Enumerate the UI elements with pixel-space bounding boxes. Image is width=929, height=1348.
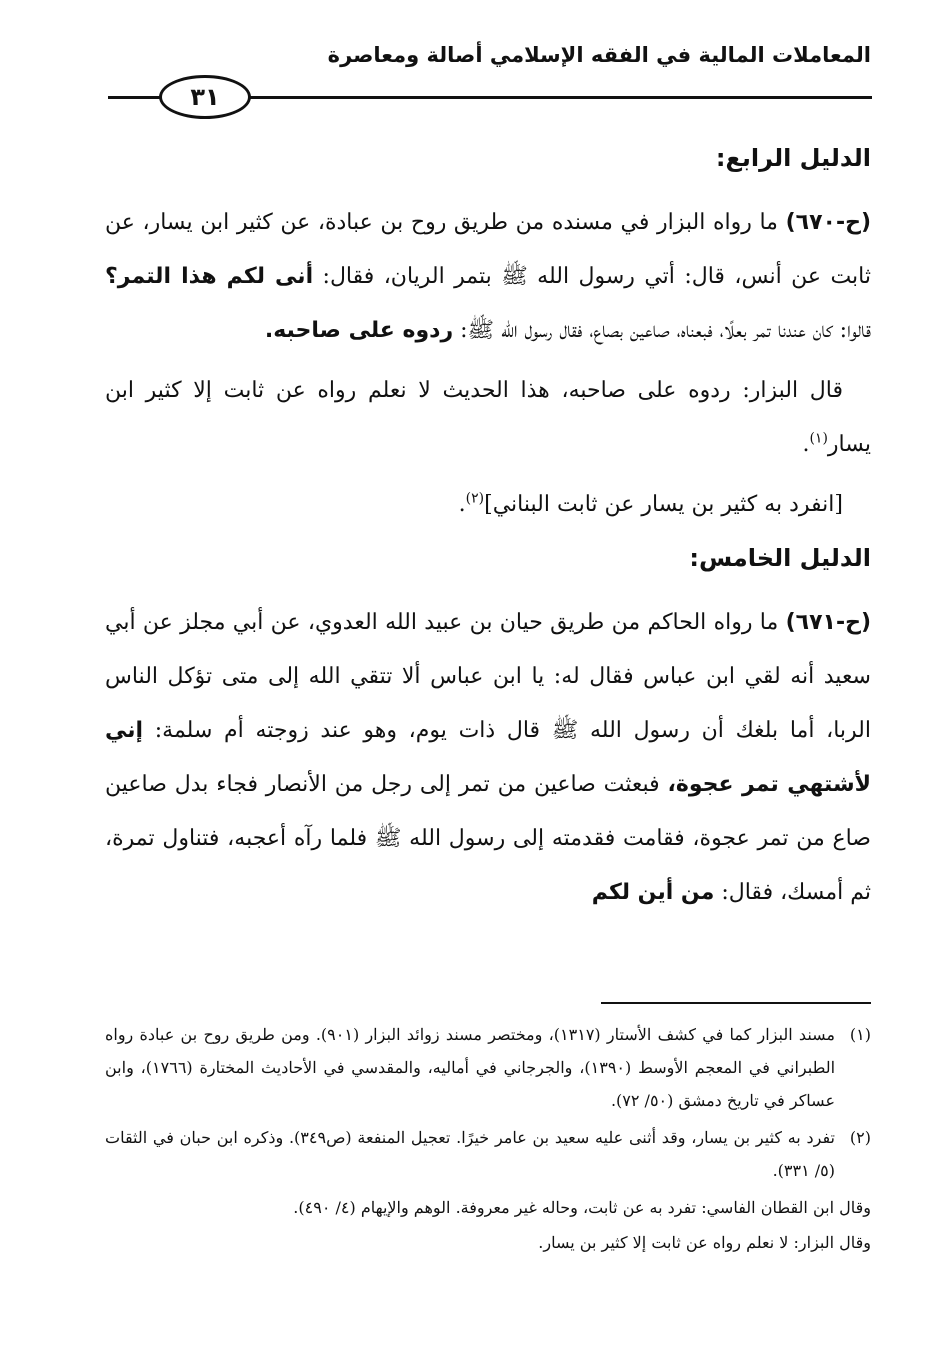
paragraph-hadith-670 xyxy=(105,196,871,358)
paragraph-text: ما رواه الحاكم من طريق حيان بن عبيد الله العدوي، عن أبي مجلز عن أبي سعيد أنه لقي ابن عباس فقال له: يا ابن عباس ألا تتقي الله إلى متى تؤكل الناس الربا، أما بلغك أن رسول الله ﷺ قال ذات يوم، وهو عند زوجته أم سلمة: xyxy=(105,610,871,743)
main-content xyxy=(105,138,871,926)
footnote-1 xyxy=(105,1018,871,1117)
paragraph-text: . xyxy=(802,432,810,457)
paragraph-bracket-note xyxy=(105,478,871,532)
hadith-ref-671: (ح-٦٧١) xyxy=(785,610,871,635)
footnote-number: (١) xyxy=(849,1025,871,1044)
running-header-title: المعاملات المالية في الفقه الإسلامي أصالة ومعاصرة xyxy=(327,43,871,67)
heading-fourth-evidence: الدليل الرابع: xyxy=(715,144,871,172)
footnote-text: تفرد به كثير بن يسار، وقد أثنى عليه سعيد بن عامر خيرًا. تعجيل المنفعة (ص٣٤٩). وذكره ابن حبان في الثقات (٥/ ٣٣١). xyxy=(105,1128,835,1180)
footnote-marker-1[interactable]: (١) xyxy=(809,430,828,447)
paragraph-text: قال البزار: ردوه على صاحبه، هذا الحديث لا نعلم رواه عن ثابت إلا كثير ابن يسار xyxy=(105,378,871,457)
paragraph-text: قالوا: كان عندنا تمر بعلًا، فبعناه، صاعين بصاع، فقال رسول الله ﷺ: xyxy=(453,318,871,343)
bold-quote: من أين لكم xyxy=(591,880,715,905)
bold-quote: ردوه على صاحبه. xyxy=(264,318,454,343)
paragraph-text: فبعثت صاعين من تمر إلى رجل من الأنصار فجاء بدل صاعين صاع من تمر عجوة، فقامت فقدمته إلى رسول الله ﷺ فلما رآه أعجبه، فتناول تمرة، ثم أمسك، فقال: xyxy=(105,772,871,905)
heading-fifth-evidence: الدليل الخامس: xyxy=(689,544,871,572)
bold-quote: إني لأشتهي تمر عجوة، xyxy=(105,718,871,797)
paragraph-text: ما رواه البزار في مسنده من طريق روح بن عبادة، عن كثير ابن يسار، عن ثابت عن أنس، قال: أتي رسول الله ﷺ بتمر الريان، فقال: xyxy=(105,210,872,289)
paragraph-hadith-671 xyxy=(105,596,871,920)
footnote-number: (٢) xyxy=(849,1128,871,1147)
footnote-separator xyxy=(601,1002,871,1004)
bold-quote: أنى لكم هذا التمر؟ xyxy=(105,264,314,289)
footnote-marker-2[interactable]: (٢) xyxy=(465,490,485,507)
footnote-2-continuation: وقال البزار: لا نعلم رواه عن ثابت إلا كثير بن يسار. xyxy=(538,1233,871,1252)
paragraph-text: [انفرد به كثير بن يسار عن ثابت البناني] xyxy=(484,492,843,517)
footnote-text: مسند البزار كما في كشف الأستار (١٣١٧)، ومختصر مسند زوائد البزار (٩٠١). ومن طريق روح بن عبادة رواه الطبراني في المعجم الأوسط (١٣٩٠)، والجرجاني في أماليه، والمقدسي في الأحاديث المختارة (١٧٦٦)، وابن عساكر في تاريخ دمشق (٥٠/ ٧٢). xyxy=(105,1025,836,1110)
paragraph-text: . xyxy=(458,492,466,517)
page-number-badge: ٣١ xyxy=(159,75,251,119)
footnotes xyxy=(105,1018,871,1261)
paragraph-bazzar-comment xyxy=(105,364,871,472)
footnote-2-continuation: وقال ابن القطان الفاسي: تفرد به عن ثابت، وحاله غير معروفة. الوهم والإيهام (٤/ ٤٩٠). xyxy=(293,1198,871,1217)
footnote-2 xyxy=(105,1121,871,1187)
hadith-ref-670: (ح-٦٧٠) xyxy=(785,210,871,235)
